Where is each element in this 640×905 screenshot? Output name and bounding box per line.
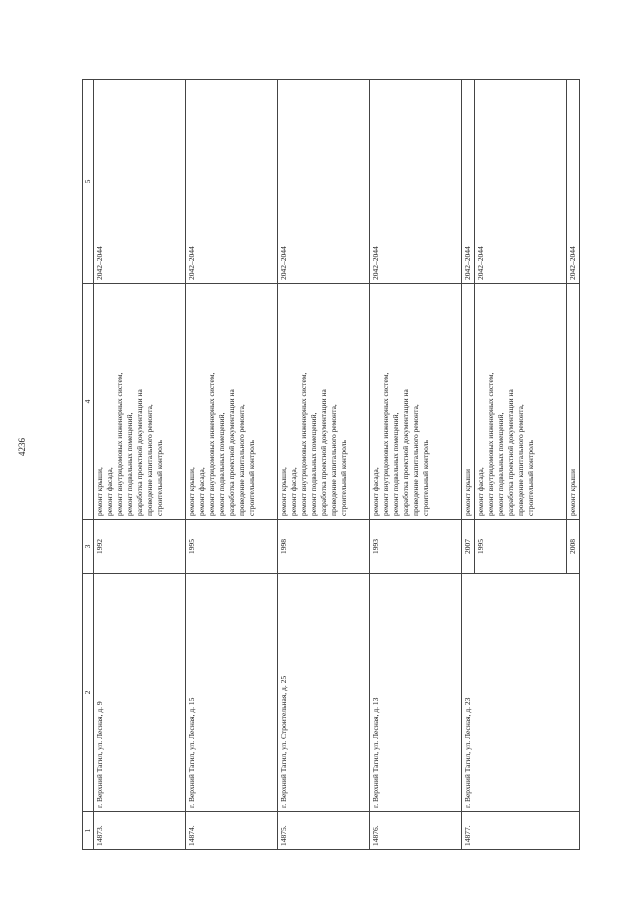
work-item: ремонт подвальных помещений,	[391, 412, 400, 516]
work-item: ремонт внутридомовых инженерных систем,	[115, 372, 124, 516]
work-item: ремонт крыши	[568, 469, 577, 516]
table-row	[94, 80, 186, 850]
header-col-1: 1	[83, 812, 94, 850]
row-number: 14876.	[370, 812, 462, 850]
row-period: 2042–2044	[94, 80, 186, 284]
row-works	[278, 284, 370, 520]
work-item: разработка проектной документации на	[319, 389, 328, 516]
work-item: ремонт фасада,	[476, 467, 485, 516]
header-col-3: 3	[83, 520, 94, 574]
work-item: ремонт фасада,	[197, 467, 206, 516]
work-item: разработка проектной документации на	[506, 389, 515, 516]
row-address: г. Верхний Тагил, ул. Лесная, д. 15	[186, 574, 278, 812]
work-item: строительный контроль	[247, 440, 256, 516]
work-item: ремонт крыши,	[95, 467, 104, 516]
work-item: проведение капитального ремонта,	[329, 404, 338, 516]
row-number: 14877.	[462, 812, 580, 850]
work-item: ремонт внутридомовых инженерных систем,	[299, 372, 308, 516]
work-item: строительный контроль	[421, 440, 430, 516]
row-works	[370, 284, 462, 520]
work-item: проведение капитального ремонта,	[145, 404, 154, 516]
header-row	[83, 80, 94, 850]
work-item: разработка проектной документации на	[135, 389, 144, 516]
work-item: ремонт подвальных помещений,	[217, 412, 226, 516]
row-number: 14874.	[186, 812, 278, 850]
table-container	[82, 80, 577, 850]
row-address: г. Верхний Тагил, ул. Лесная, д. 9	[94, 574, 186, 812]
row-works	[186, 284, 278, 520]
row-address: г. Верхний Тагил, ул. Лесная, д. 13	[370, 574, 462, 812]
table-row	[462, 80, 475, 850]
work-item: ремонт подвальных помещений,	[125, 412, 134, 516]
work-item: ремонт подвальных помещений,	[309, 412, 318, 516]
row-year: 1995	[186, 520, 278, 574]
work-item: ремонт крыши,	[187, 467, 196, 516]
work-item: строительный контроль	[155, 440, 164, 516]
work-item: ремонт фасада,	[289, 467, 298, 516]
table-row	[370, 80, 462, 850]
row-year: 2007	[462, 520, 475, 574]
header-col-2: 2	[83, 574, 94, 812]
work-item: ремонт фасада,	[371, 467, 380, 516]
row-period: 2042–2044	[370, 80, 462, 284]
work-item: строительный контроль	[526, 440, 535, 516]
row-address: г. Верхний Тагил, ул. Строительная, д. 25	[278, 574, 370, 812]
work-item: разработка проектной документации на	[401, 389, 410, 516]
row-works	[94, 284, 186, 520]
work-item: ремонт фасада,	[105, 467, 114, 516]
work-item: ремонт внутридомовых инженерных систем,	[381, 372, 390, 516]
work-item: ремонт внутридомовых инженерных систем,	[207, 372, 216, 516]
page-number: 4236	[17, 438, 27, 456]
row-works	[567, 284, 580, 520]
header-col-4: 4	[83, 284, 94, 520]
row-number: 14873.	[94, 812, 186, 850]
row-period: 2042–2044	[278, 80, 370, 284]
row-works	[475, 284, 567, 520]
row-year: 1992	[94, 520, 186, 574]
row-period: 2042–2044	[186, 80, 278, 284]
work-item: ремонт крыши,	[279, 467, 288, 516]
row-period: 2042–2044	[567, 80, 580, 284]
row-period: 2042–2044	[462, 80, 475, 284]
row-year: 1993	[370, 520, 462, 574]
header-col-5: 5	[83, 80, 94, 284]
work-item: строительный контроль	[339, 440, 348, 516]
work-item: ремонт внутридомовых инженерных систем,	[486, 372, 495, 516]
work-item: разработка проектной документации на	[227, 389, 236, 516]
work-item: проведение капитального ремонта,	[237, 404, 246, 516]
table-row	[278, 80, 370, 850]
row-works	[462, 284, 475, 520]
work-item: ремонт крыши	[463, 469, 472, 516]
repair-schedule-table	[82, 79, 580, 850]
row-number: 14875.	[278, 812, 370, 850]
row-address: г. Верхний Тагил, ул. Лесная, д. 23	[462, 574, 580, 812]
row-year: 2008	[567, 520, 580, 574]
work-item: ремонт подвальных помещений,	[496, 412, 505, 516]
work-item: проведение капитального ремонта,	[411, 404, 420, 516]
work-item: проведение капитального ремонта,	[516, 404, 525, 516]
row-year: 1995	[475, 520, 567, 574]
table-row	[186, 80, 278, 850]
row-year: 1998	[278, 520, 370, 574]
row-period: 2042–2044	[475, 80, 567, 284]
